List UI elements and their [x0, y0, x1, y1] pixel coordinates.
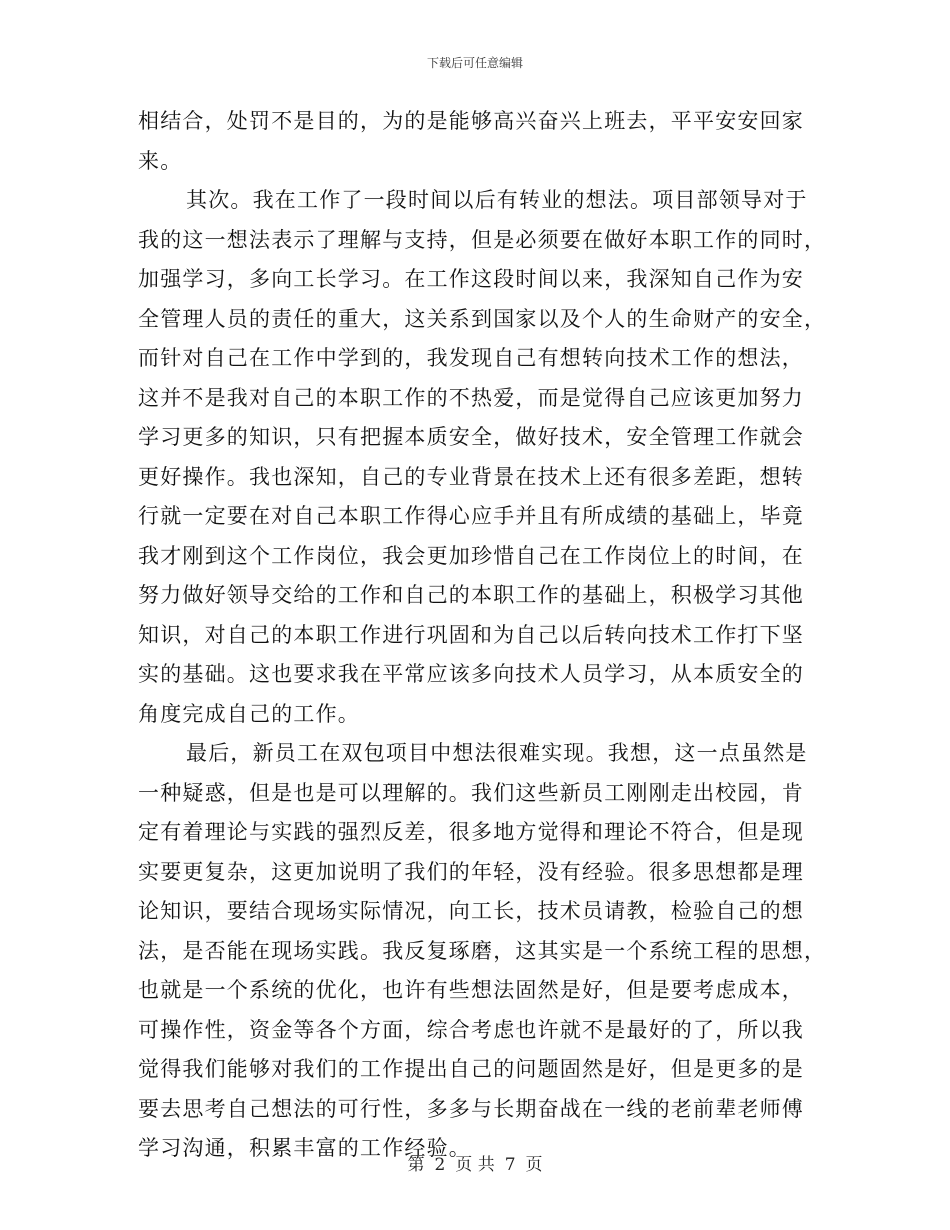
text-line: 实的基础。这也要求我在平常应该多向技术人员学习，从本质安全的 [138, 662, 804, 686]
text-line: 来。 [138, 148, 183, 173]
text-line: 学习沟通，积累丰富的工作经验。 [138, 1136, 471, 1160]
text-line: 知识，对自己的本职工作进行巩固和为自己以后转向技术工作打下坚 [138, 622, 804, 647]
text-line: 法，是否能在现场实践。我反复琢磨，这其实是一个系统工程的思想， [138, 938, 827, 963]
text-line: 可操作性，资金等各个方面，综合考虑也许就不是最好的了，所以我 [138, 1017, 804, 1042]
text-line: 这并不是我对自己的本职工作的不热爱，而是觉得自己应该更加努力 [138, 385, 804, 410]
text-line: 全管理人员的责任的重大，这关系到国家以及个人的生命财产的安全， [138, 306, 827, 331]
text-line: 觉得我们能够对我们的工作提出自己的问题固然是好，但是更多的是 [138, 1057, 804, 1081]
header-note: 下载后可任意编辑 [426, 56, 523, 70]
text-line: 我才刚到这个工作岗位，我会更加珍惜自己在工作岗位上的时间，在 [138, 543, 804, 568]
text-line: 定有着理论与实践的强烈反差，很多地方觉得和理论不符合，但是现 [138, 820, 804, 844]
document-body [138, 102, 827, 1169]
paragraph-start-line: 最后，新员工在双包项目中想法很难实现。我想，这一点虽然是 [186, 741, 808, 765]
page-number-suffix: 页 [525, 1155, 543, 1175]
text-line: 行就一定要在对自己本职工作得心应手并且有所成绩的基础上，毕竟 [138, 504, 804, 528]
text-line: 也就是一个系统的优化，也许有些想法固然是好，但是要考虑成本， [138, 978, 804, 1002]
text-line: 而针对自己在工作中学到的，我发现自己有想转向技术工作的想法， [138, 346, 804, 370]
total-pages: 7 [504, 1155, 516, 1175]
text-line: 努力做好领导交给的工作和自己的本职工作的基础上，积极学习其他 [138, 583, 804, 607]
page-number [0, 1150, 950, 1175]
text-line: 更好操作。我也深知，自己的专业背景在技术上还有很多差距，想转 [138, 464, 804, 489]
text-line: 相结合，处罚不是目的，为的是能够高兴奋兴上班去，平平安安回家 [138, 109, 804, 133]
text-line: 一种疑惑，但是也是可以理解的。我们这些新员工刚刚走出校园，肯 [138, 780, 804, 805]
page-number-prefix: 第 [407, 1155, 425, 1175]
current-page: 2 [434, 1155, 446, 1175]
text-line: 论知识，要结合现场实际情况，向工长，技术员请教，检验自己的想 [138, 899, 804, 923]
text-line: 角度完成自己的工作。 [138, 701, 360, 726]
text-line: 要去思考自己想法的可行性，多多与长期奋战在一线的老前辈老师傅 [138, 1096, 804, 1121]
text-line: 加强学习，多向工长学习。在工作这段时间以来，我深知自己作为安 [138, 267, 804, 291]
text-line: 实要更复杂，这更加说明了我们的年轻，没有经验。很多思想都是理 [138, 859, 804, 884]
text-line: 我的这一想法表示了理解与支持，但是必须要在做好本职工作的同时， [138, 227, 827, 252]
text-line: 学习更多的知识，只有把握本质安全，做好技术，安全管理工作就会 [138, 425, 804, 449]
page-number-middle: 页 共 [455, 1155, 495, 1175]
paragraph-start-line: 其次。我在工作了一段时间以后有转业的想法。项目部领导对于 [186, 188, 808, 212]
